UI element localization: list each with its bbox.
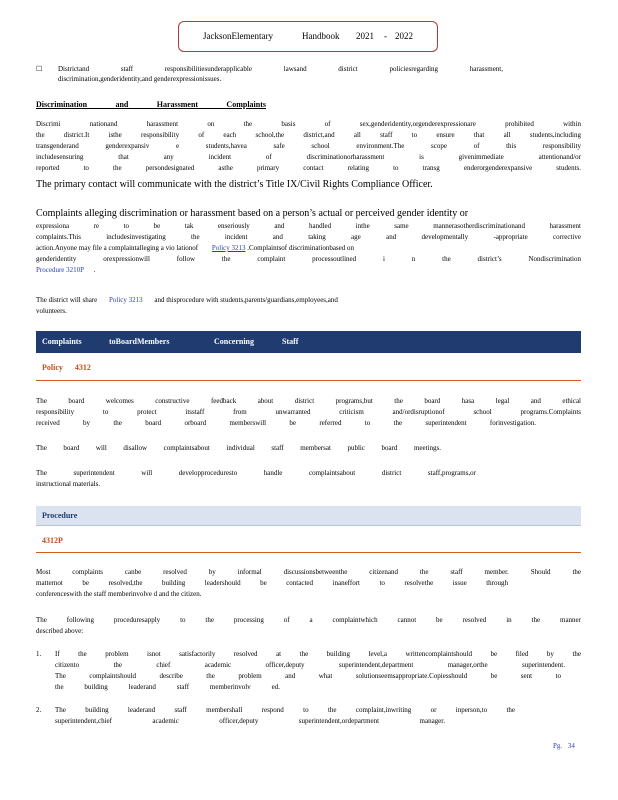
procedure-3210p-link[interactable]: Procedure 3210P <box>36 266 84 274</box>
section-bar-complaints-board <box>36 331 581 353</box>
header-dash: - <box>384 31 387 41</box>
bullet-line-1: Districtand staff responsibilitiesunderapplicable lawsand district policiesregarding harassment, <box>58 65 503 73</box>
list-item-line: superintendent,chief academic officer,deputy superintendent,ordepartment manager. <box>55 717 445 725</box>
bullet-marker: ☐ <box>36 65 43 73</box>
list-item-line: the building leaderand staff memberinvolv ed. <box>55 683 280 691</box>
proc-p2-line: The following proceduresapply to the processing of a complaintwhich cannot be resolved in the manner <box>36 616 581 624</box>
proc-p1-line: Most complaints canbe resolved by informal discussionsbetweenthe citizenand the staff member. Should the <box>36 568 581 576</box>
proc-p1-line: conferenceswith the staff memberinvolve d and the citizen. <box>36 590 202 598</box>
page-num: 34 <box>567 742 575 750</box>
header-doc: Handbook <box>302 31 340 41</box>
list-item-number: 2. <box>36 706 42 714</box>
policy-p3-line: instructional materials. <box>36 480 101 488</box>
list-item-line: The building leaderand staff membershall respond to the complaint,inwriting or inperson,to the <box>55 706 515 714</box>
s1-p3-text-b: and thisprocedure with students,parents/guardians,employees,and <box>154 296 338 304</box>
s1-p1-big-line: The primary contact will communicate with the district’s Title IX/Civil Rights Compliance Officer. <box>36 179 433 190</box>
list-item-line: If the problem isnot satisfactorily resolved at the building level,a writtencomplaintshould be filed by the <box>55 650 581 658</box>
s1-p3-text-a: The district will share <box>36 296 98 304</box>
page-number <box>553 741 575 752</box>
s1-p2-line: complaints.This includesinvestigating the incident and taking age and developmentally -appropriate corrective <box>36 233 581 241</box>
bar-word: toBoardMembers <box>109 337 170 346</box>
s1-p1-line: includesensuring that any incident of discriminationorharassment is givenimmediate attentionand/or <box>36 153 581 161</box>
bar-word: Complaints <box>42 337 82 346</box>
header-year-end: 2022 <box>395 31 413 41</box>
orange-rule <box>36 380 581 381</box>
bar-word: Staff <box>282 337 299 346</box>
policy-p1-line: The board welcomes constructive feedback about district programs,but the board hasa legal and ethical <box>36 397 581 405</box>
proc-p2-line: described above: <box>36 627 84 635</box>
bullet-line-2: discrimination,genderidentity,and genderexpressionissues. <box>58 75 222 83</box>
policy-3213-link[interactable]: Policy 3213 <box>211 244 246 252</box>
list-item-number: 1. <box>36 650 42 658</box>
policy-p2-line: The board will disallow complaintsabout individual staff membersat public board meetings. <box>36 444 441 452</box>
bar-procedure-label: Procedure <box>42 511 78 520</box>
orange-rule <box>36 552 581 553</box>
policy-word: Policy <box>42 363 63 372</box>
header-box <box>178 21 438 52</box>
procedure-label: 4312P <box>42 536 63 545</box>
s1-p3-line-2: volunteers. <box>36 307 67 315</box>
section-bar-procedure <box>36 506 581 526</box>
s1-p2-text: action.Anyone may file a complaintalleging a vio lationof <box>36 244 199 252</box>
list-item-line: The complaintshould describe the problem and what solutionseemsappropriate.Copiesshould be sent to <box>55 672 561 680</box>
s1-p2-big-line: Complaints alleging discrimination or harassment based on a person’s actual or perceived gender identity or <box>36 208 469 219</box>
s1-p2-line-3 <box>36 243 581 254</box>
section-heading-discrimination: Discrimination and Harassment Complaints <box>36 100 266 109</box>
proc-p1-line: matternot be resolved,the building leadershould be contacted inaneffort to resolvethe issue through <box>36 579 508 587</box>
list-item-line: citizento the chief academic officer,deputy superintendent,department manager,orthe superintendent. <box>55 661 565 669</box>
policy-number: 4312 <box>74 363 91 372</box>
s1-p1-line: reported to the persondesignated asthe primary contact relating to transg enderorgenderexpansive students. <box>36 164 581 172</box>
page-label: Pg. <box>553 742 563 750</box>
policy-p3-line: The superintendent will developproceduresto handle complaintsabout district staff,programs,or <box>36 469 476 477</box>
policy-p1-line: responsibility to protect itsstaff from unwarranted criticism and/ordisruptionof school programs.Complaints <box>36 408 581 416</box>
bar-word: Concerning <box>214 337 254 346</box>
s1-p3-line-1 <box>36 295 581 306</box>
s1-p1-line: Discrimi nationand harassment on the basis of sex,genderidentity,orgenderexpressionare prohibited within <box>36 120 581 128</box>
policy-label <box>42 363 91 372</box>
s1-p2-period: . <box>93 266 96 274</box>
policy-3213-link-2[interactable]: Policy 3213 <box>108 296 143 304</box>
s1-p2-cont: .Complaintsof discriminationbased on <box>247 244 355 252</box>
s1-p2-line-5 <box>36 265 581 276</box>
s1-p2-line: genderidentity orexpressionwill follow the complaint processoutlined i n the district’s Nondiscrimination <box>36 255 581 263</box>
header-school: JacksonElementary <box>203 31 273 41</box>
header-year-start: 2021 <box>356 31 374 41</box>
s1-p2-line: expressiona re to be tak enseriously and handled inthe same mannerasotherdiscriminationand harassment <box>36 222 581 230</box>
s1-p1-line: transgenderand genderexpansiv e students,havea safe school environment.The scope of this responsibility <box>36 142 581 150</box>
policy-p1-line: received by the board orboard memberswill be referred to the superintendent forinvestigation. <box>36 419 536 427</box>
s1-p1-line: the district.It isthe responsibility of each school,the district,and all staff to ensure that all students,including <box>36 131 581 139</box>
